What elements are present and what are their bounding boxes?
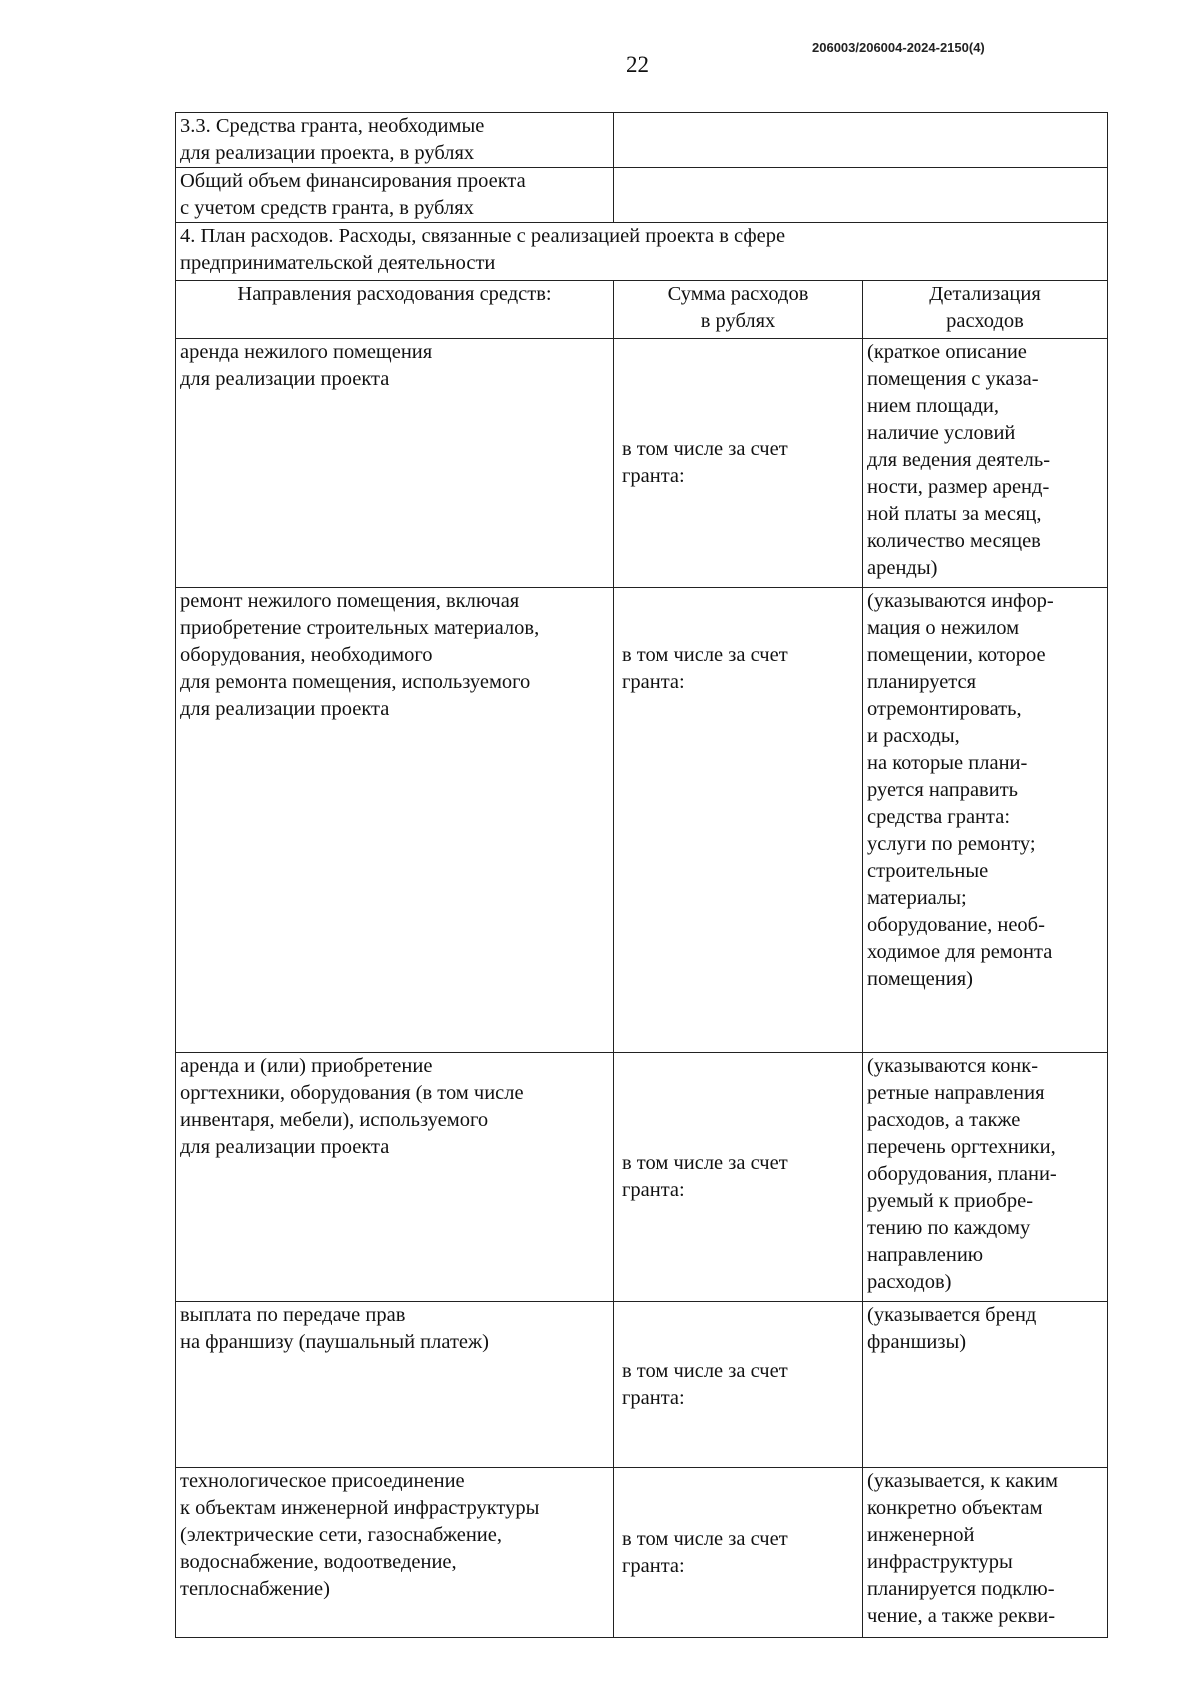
column-header-amount: Сумма расходов в рублях — [614, 281, 863, 339]
grant-funds-row — [176, 113, 1108, 168]
total-financing-value — [614, 168, 1108, 223]
column-header-row — [176, 281, 1108, 339]
expense-plan-heading-row — [176, 223, 1108, 281]
total-financing-row — [176, 168, 1108, 223]
page-number: 22 — [626, 52, 649, 77]
expense-amount: в том числе за счет гранта: — [614, 1053, 863, 1302]
expense-direction: выплата по передаче прав на франшизу (паушальный платеж) — [176, 1302, 614, 1468]
table-row — [176, 1468, 1108, 1638]
expense-details: (указывается, к каким конкретно объектам инженерной инфраструктуры планируется подклю- чение, а также рекви- — [863, 1468, 1108, 1638]
expense-direction: аренда нежилого помещения для реализации проекта — [176, 339, 614, 588]
table-row — [176, 588, 1108, 1053]
expense-plan-table — [175, 112, 1108, 1638]
expense-direction: ремонт нежилого помещения, включая приобретение строительных материалов, оборудования, необходимого для ремонта помещения, используемого для реализации проекта — [176, 588, 614, 1053]
column-header-direction: Направления расходования средств: — [176, 281, 614, 339]
table-row — [176, 1053, 1108, 1302]
table-row — [176, 1302, 1108, 1468]
grant-funds-value — [614, 113, 1108, 168]
expense-direction: аренда и (или) приобретение оргтехники, оборудования (в том числе инвентаря, мебели), используемого для реализации проекта — [176, 1053, 614, 1302]
expense-plan-heading: 4. План расходов. Расходы, связанные с реализацией проекта в сфере предпринимательской деятельности — [176, 223, 1108, 281]
expense-direction: технологическое присоединение к объектам инженерной инфраструктуры (электрические сети, газоснабжение, водоснабжение, водоотведение, теплоснабжение) — [176, 1468, 614, 1638]
expense-details: (указываются инфор- мация о нежилом помещении, которое планируется отремонтировать, и расходы, на которые плани- руется направить средства гранта: услуги по ремонту; строительные материалы; оборудование, необ- ходимое для ремонта помещения) — [863, 588, 1108, 1053]
expense-amount: в том числе за счет гранта: — [614, 1468, 863, 1638]
document-id: 206003/206004-2024-2150(4) — [812, 40, 985, 55]
expense-details: (краткое описание помещения с указа- нием площади, наличие условий для ведения деятель- ности, размер аренд- ной платы за месяц, количество месяцев аренды) — [863, 339, 1108, 588]
expense-amount: в том числе за счет гранта: — [614, 1302, 863, 1468]
table-row — [176, 339, 1108, 588]
column-header-details: Детализация расходов — [863, 281, 1108, 339]
expense-details: (указывается бренд франшизы) — [863, 1302, 1108, 1468]
expense-amount: в том числе за счет гранта: — [614, 588, 863, 1053]
grant-funds-label: 3.3. Средства гранта, необходимые для реализации проекта, в рублях — [176, 113, 614, 168]
expense-details: (указываются конк- ретные направления расходов, а также перечень оргтехники, оборудования, плани- руемый к приобре- тению по каждому направлению расходов) — [863, 1053, 1108, 1302]
total-financing-label: Общий объем финансирования проекта с учетом средств гранта, в рублях — [176, 168, 614, 223]
expense-amount: в том числе за счет гранта: — [614, 339, 863, 588]
